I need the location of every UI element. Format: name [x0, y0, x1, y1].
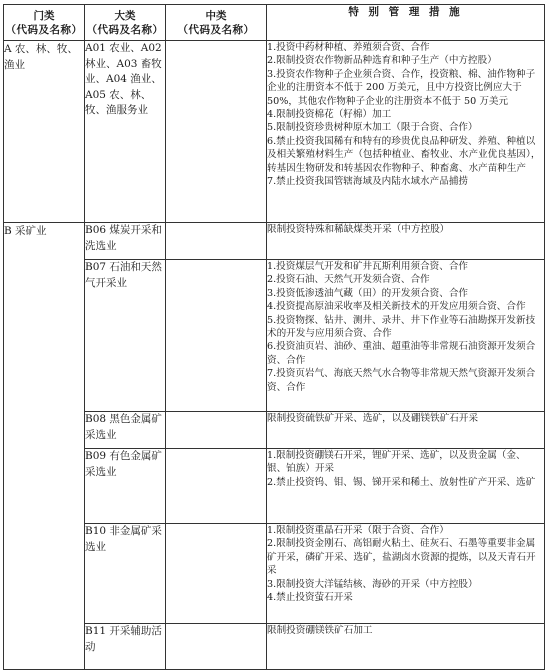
measures-cell: [267, 260, 545, 412]
division-cell: A01 农业、A02 林业、A03 畜牧业、A04 渔业、A05 农、林、牧、渔服务业: [85, 41, 166, 223]
measure-item: 2.投资石油、天然气开发须合资、合作: [267, 274, 430, 286]
header-measures: 特 别 管 理 措 施: [267, 5, 545, 41]
measure-item: 4.禁止投资萤石开采: [267, 592, 353, 604]
category-cell: A 农、林、牧、渔业: [4, 41, 85, 223]
measure-item: 1.限制投资重晶石开采（限于合资、合作）: [267, 525, 449, 536]
group-cell: [166, 412, 267, 449]
division-cell: B07 石油和天然气开采业: [85, 260, 166, 412]
header-row: [4, 5, 545, 41]
measure-item: 2.禁止投资钨、钼、锡、锑开采和稀土、放射性矿产开采、选矿: [267, 476, 536, 488]
measure-item: 4.限制投资棉花（籽棉）加工: [267, 109, 392, 121]
header-da: [85, 5, 166, 41]
measures-cell: [267, 524, 545, 624]
header-zhong-title: 中类: [205, 10, 227, 22]
header-zhong-sub: （代码及名称）: [177, 24, 255, 36]
header-zhong: [166, 5, 267, 41]
header-men-sub: （代码及名称）: [5, 24, 83, 36]
measures-cell: [267, 412, 545, 449]
group-cell: [166, 624, 267, 670]
group-cell: [166, 524, 267, 624]
division-cell: B09 有色金属矿采选业: [85, 449, 166, 524]
category-cell: B 采矿业: [4, 223, 85, 670]
header-men: [4, 5, 85, 41]
division-cell: B06 煤炭开采和洗选业: [85, 223, 166, 260]
measure-item: 7.投资页岩气、海底天然气水合物等非常规天然气资源开发须合资、合作: [267, 368, 536, 393]
measure-item: 限制投资特殊和稀缺煤类开采（中方控股）: [267, 224, 450, 235]
measure-item: 3.投资低渗透油气藏（田）的开发须合资、合作: [267, 287, 469, 299]
table-row: [4, 624, 545, 670]
group-cell: [166, 223, 267, 260]
table-row: [4, 41, 545, 223]
measures-cell: [267, 41, 545, 223]
special-measures-table: [3, 4, 545, 670]
measure-item: 4.投资提高原油采收率及相关新技术的开发应用须合资、合作: [267, 301, 526, 313]
measure-item: 限制投资硼镁铁矿石加工: [267, 625, 373, 636]
measure-item: 1.投资中药材种植、养殖须合资、合作: [267, 42, 430, 53]
measure-item: 6.禁止投资我国稀有和特有的珍贵优良品种研发、养殖、种植以及相关繁殖材料生产（包括种植业、畜牧业、水产业优良基因），转基因生物研发和转基因农作物种子、种畜禽、水产苗种生产: [267, 135, 541, 174]
measures-cell: [267, 624, 545, 670]
table-row: [4, 412, 545, 449]
measure-item: 2.限制投资金刚石、高铝耐火粘土、硅灰石、石墨等重要非金属矿开采，磷矿开采、选矿，盐湖卤水资源的提炼，以及天青石开采: [267, 538, 536, 577]
table-row: [4, 449, 545, 524]
measure-item: 2.限制投资农作物新品种选育和种子生产（中方控股）: [267, 55, 497, 67]
header-men-title: 门类: [33, 10, 55, 22]
division-cell: B10 非金属矿采选业: [85, 524, 166, 624]
measures-cell: [267, 449, 545, 524]
table-row: [4, 524, 545, 624]
division-cell: B08 黑色金属矿采选业: [85, 412, 166, 449]
header-da-sub: （代码及名称）: [86, 24, 164, 36]
group-cell: [166, 41, 267, 223]
header-da-title: 大类: [114, 10, 136, 22]
table-row: [4, 260, 545, 412]
measure-item: 6.投资油页岩、油砂、重油、超重油等非常规石油资源开发须合资、合作: [267, 341, 536, 366]
measure-item: 1.限制投资硼镁石开采，锂矿开采、选矿，以及贵金属（金、银、铂族）开采: [267, 450, 526, 475]
measure-item: 7.禁止投资我国管辖海域及内陆水域水产品捕捞: [267, 176, 469, 188]
measure-item: 5.投资物探、钻井、测井、录井、井下作业等石油勘探开发新技术的开发与应用须合资、合作: [267, 314, 536, 340]
division-cell: B11 开采辅助活动: [85, 624, 166, 670]
measure-item: 3.限制投资大洋锰结核、海砂的开采（中方控股）: [267, 578, 478, 590]
measure-item: 5.限制投资珍贵树种原木加工（限于合资、合作）: [267, 122, 478, 134]
measure-item: 限制投资硫铁矿开采、选矿，以及硼镁铁矿石开采: [267, 413, 479, 424]
measure-item: 1.投资煤层气开发和矿井瓦斯利用须合资、合作: [267, 261, 469, 272]
group-cell: [166, 449, 267, 524]
measures-cell: [267, 223, 545, 260]
group-cell: [166, 260, 267, 412]
measure-item: 3.投资农作物种子企业须合资、合作，投资粮、棉、油作物种子企业的注册资本不低于 200 万美元，且中方投资比例应大于 50%，其他农作物种子企业的注册资本不低于 50 万美元: [267, 68, 536, 107]
table-row: [4, 223, 545, 260]
